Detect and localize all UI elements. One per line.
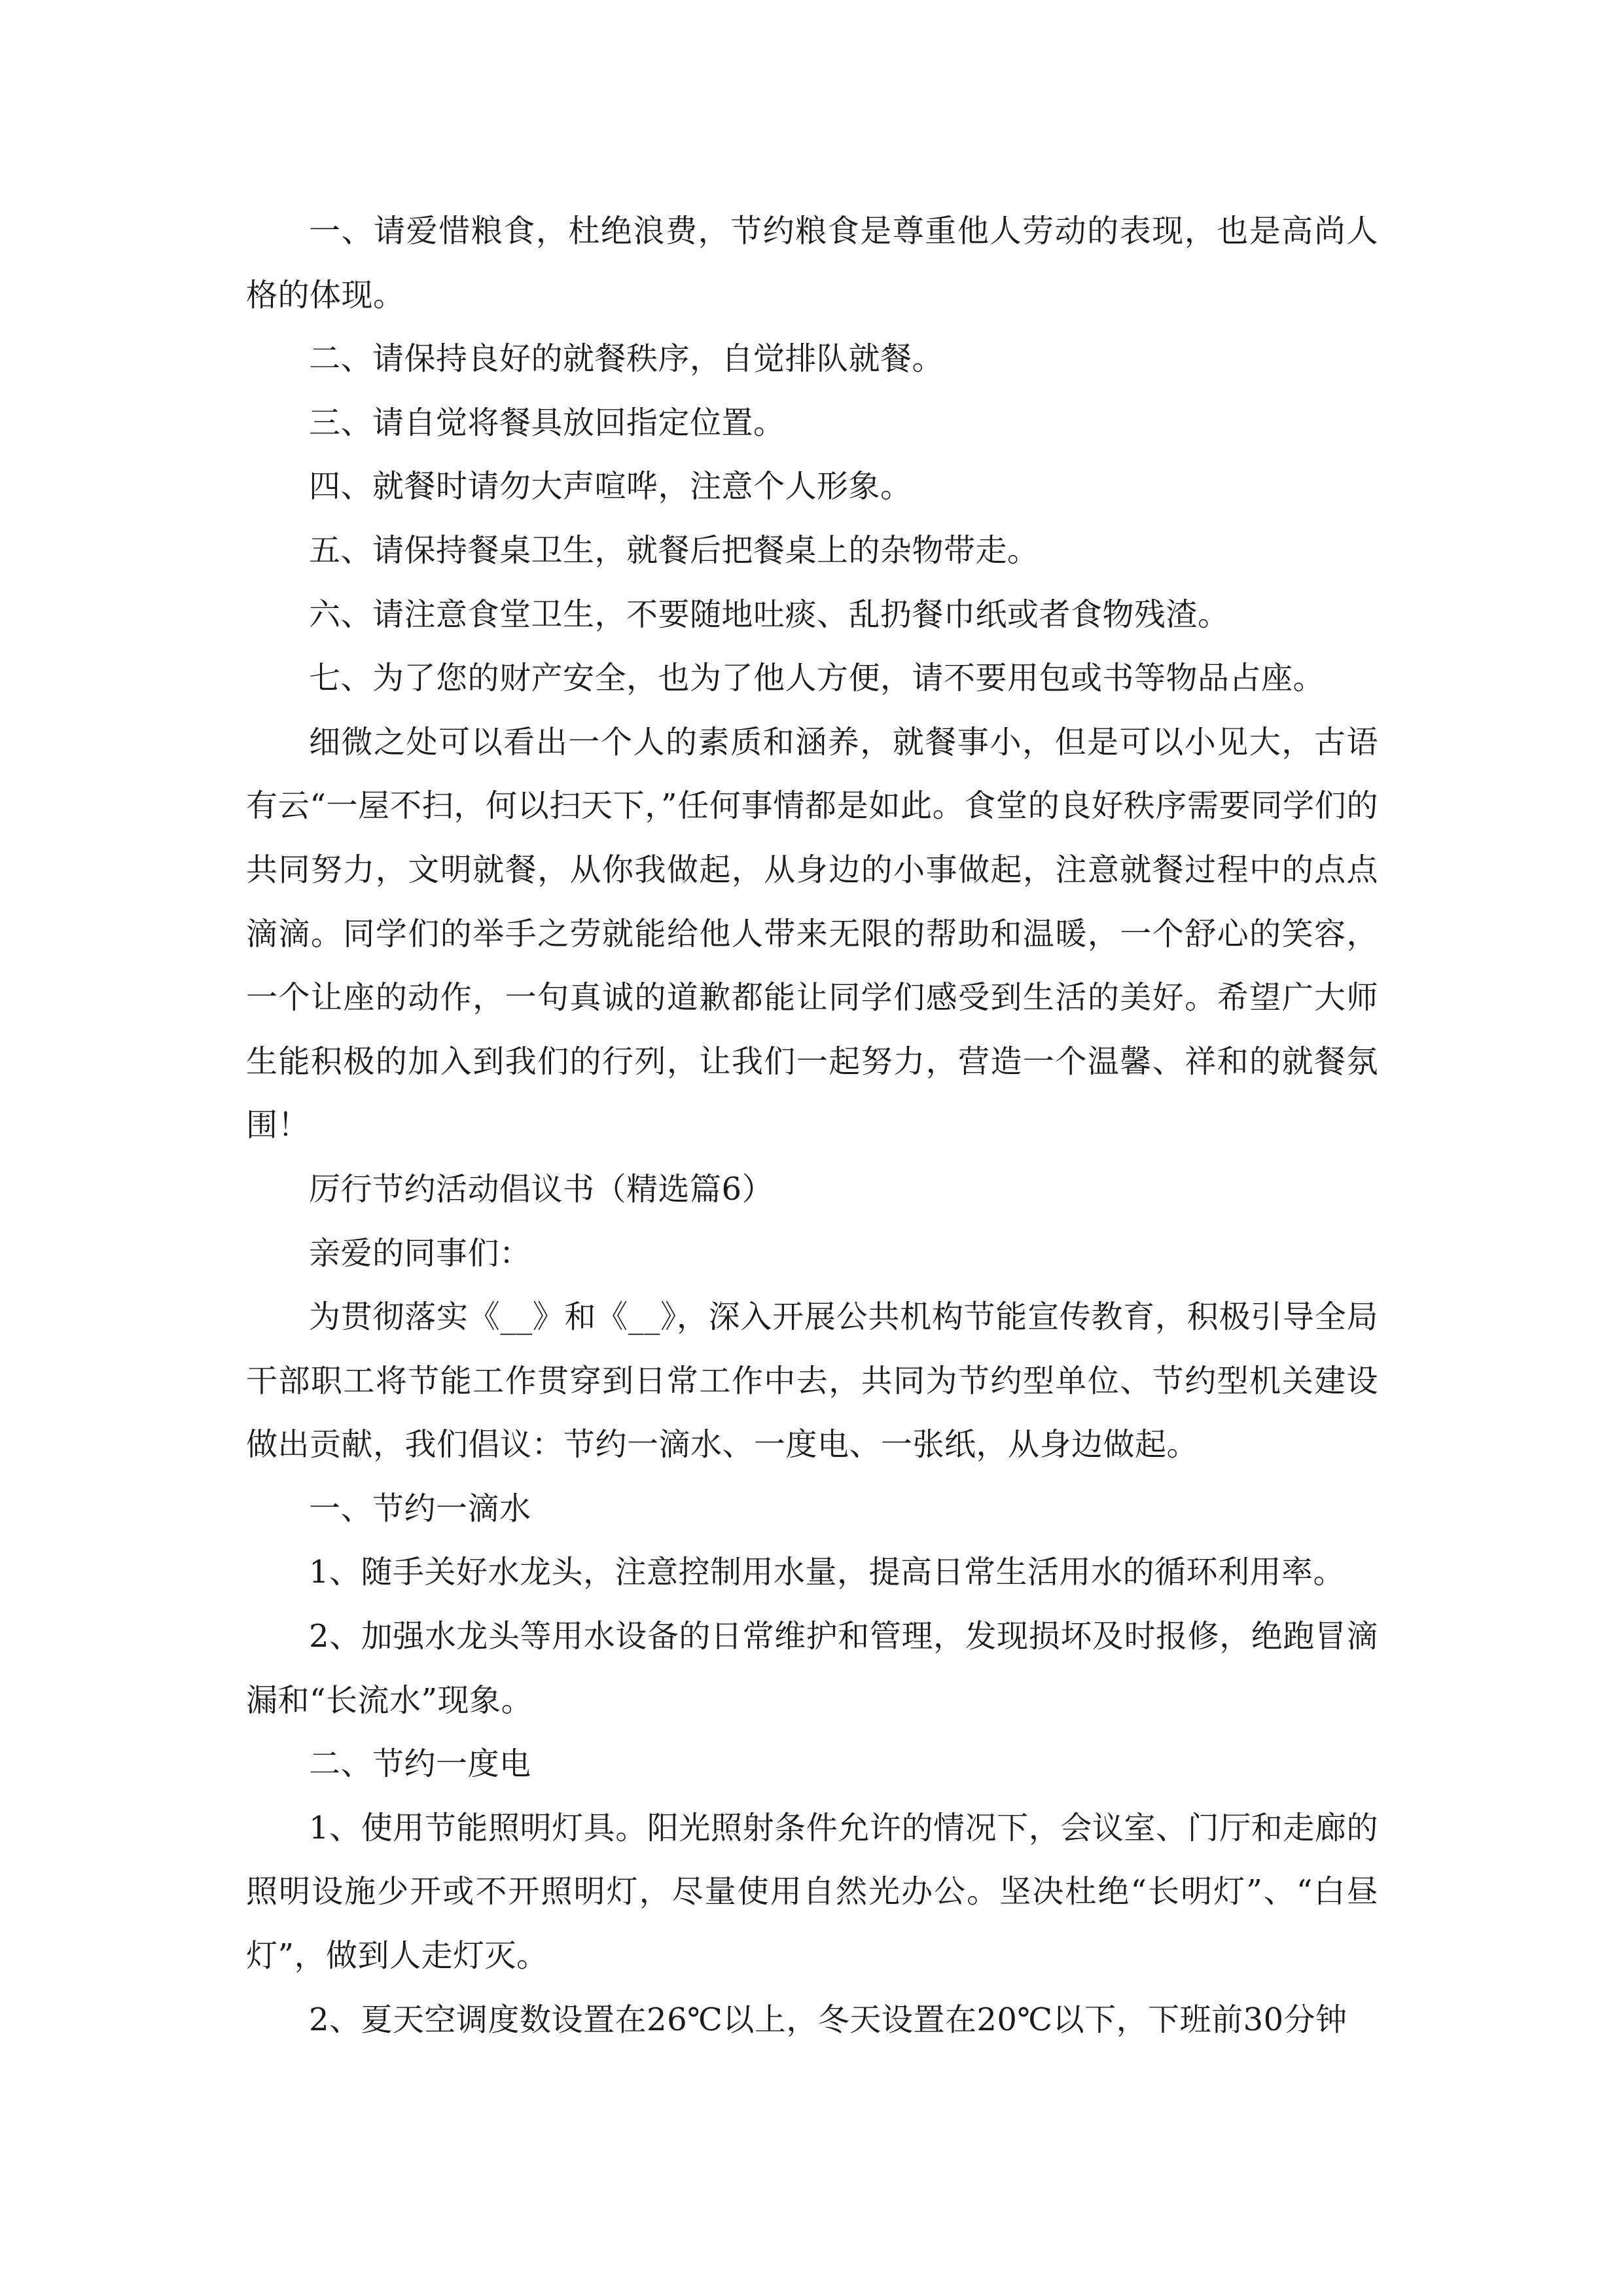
- paragraph: 一、请爱惜粮食，杜绝浪费，节约粮食是尊重他人劳动的表现，也是高尚人格的体现。: [246, 213, 1378, 314]
- section-title: 厉行节约活动倡议书（精选篇6）: [309, 1170, 774, 1208]
- paragraph: 三、请自觉将餐具放回指定位置。: [309, 404, 785, 441]
- salutation: 亲爱的同事们：: [309, 1234, 531, 1272]
- paragraph: 二、请保持良好的就餐秩序，自觉排队就餐。: [309, 340, 944, 378]
- subheading: 二、节约一度电: [309, 1746, 531, 1783]
- document-body: [246, 200, 1378, 2052]
- paragraph: 为贯彻落实《__》和《__》，深入开展公共机构节能宣传教育，积极引导全局干部职工将节能工作贯穿到日常工作中去，共同为节约型单位、节约型机关建设做出贡献，我们倡议：节约一滴水、一度电、一张纸，从身边做起。: [246, 1299, 1378, 1463]
- list-item: 2、夏天空调度数设置在26℃以上，冬天设置在20℃以下，下班前30分钟: [309, 2001, 1347, 2038]
- list-item: 1、使用节能照明灯具。阳光照射条件允许的情况下，会议室、门厅和走廊的照明设施少开或不开照明灯，尽量使用自然光办公。坚决杜绝“长明灯”、“白昼灯”，做到人走灯灭。: [246, 1809, 1378, 1975]
- paragraph: 细微之处可以看出一个人的素质和涵养，就餐事小，但是可以小见大，古语有云“一屋不扫，何以扫天下，”任何事情都是如此。食堂的良好秩序需要同学们的共同努力，文明就餐，从你我做起，从身边的小事做起，注意就餐过程中的点点滴滴。同学们的举手之劳就能给他人带来无限的帮助和温暖，一个舒心的笑容，一个让座的动作，一句真诚的道歉都能让同学们感受到生活的美好。希望广大师生能积极的加入到我们的行列，让我们一起努力，营造一个温馨、祥和的就餐氛围！: [246, 723, 1378, 1144]
- paragraph: 五、请保持餐桌卫生，就餐后把餐桌上的杂物带走。: [309, 531, 1039, 569]
- list-item: 2、加强水龙头等用水设备的日常维护和管理，发现损坏及时报修，绝跑冒滴漏和“长流水”现象。: [246, 1618, 1378, 1719]
- list-item: 1、随手关好水龙头，注意控制用水量，提高日常生活用水的循环利用率。: [309, 1554, 1346, 1591]
- paragraph: 七、为了您的财产安全，也为了他人方便，请不要用包或书等物品占座。: [309, 660, 1325, 697]
- subheading: 一、节约一滴水: [309, 1490, 531, 1527]
- paragraph: 四、就餐时请勿大声喧哗，注意个人形象。: [309, 468, 912, 505]
- paragraph: 六、请注意食堂卫生，不要随地吐痰、乱扔餐巾纸或者食物残渣。: [309, 596, 1230, 633]
